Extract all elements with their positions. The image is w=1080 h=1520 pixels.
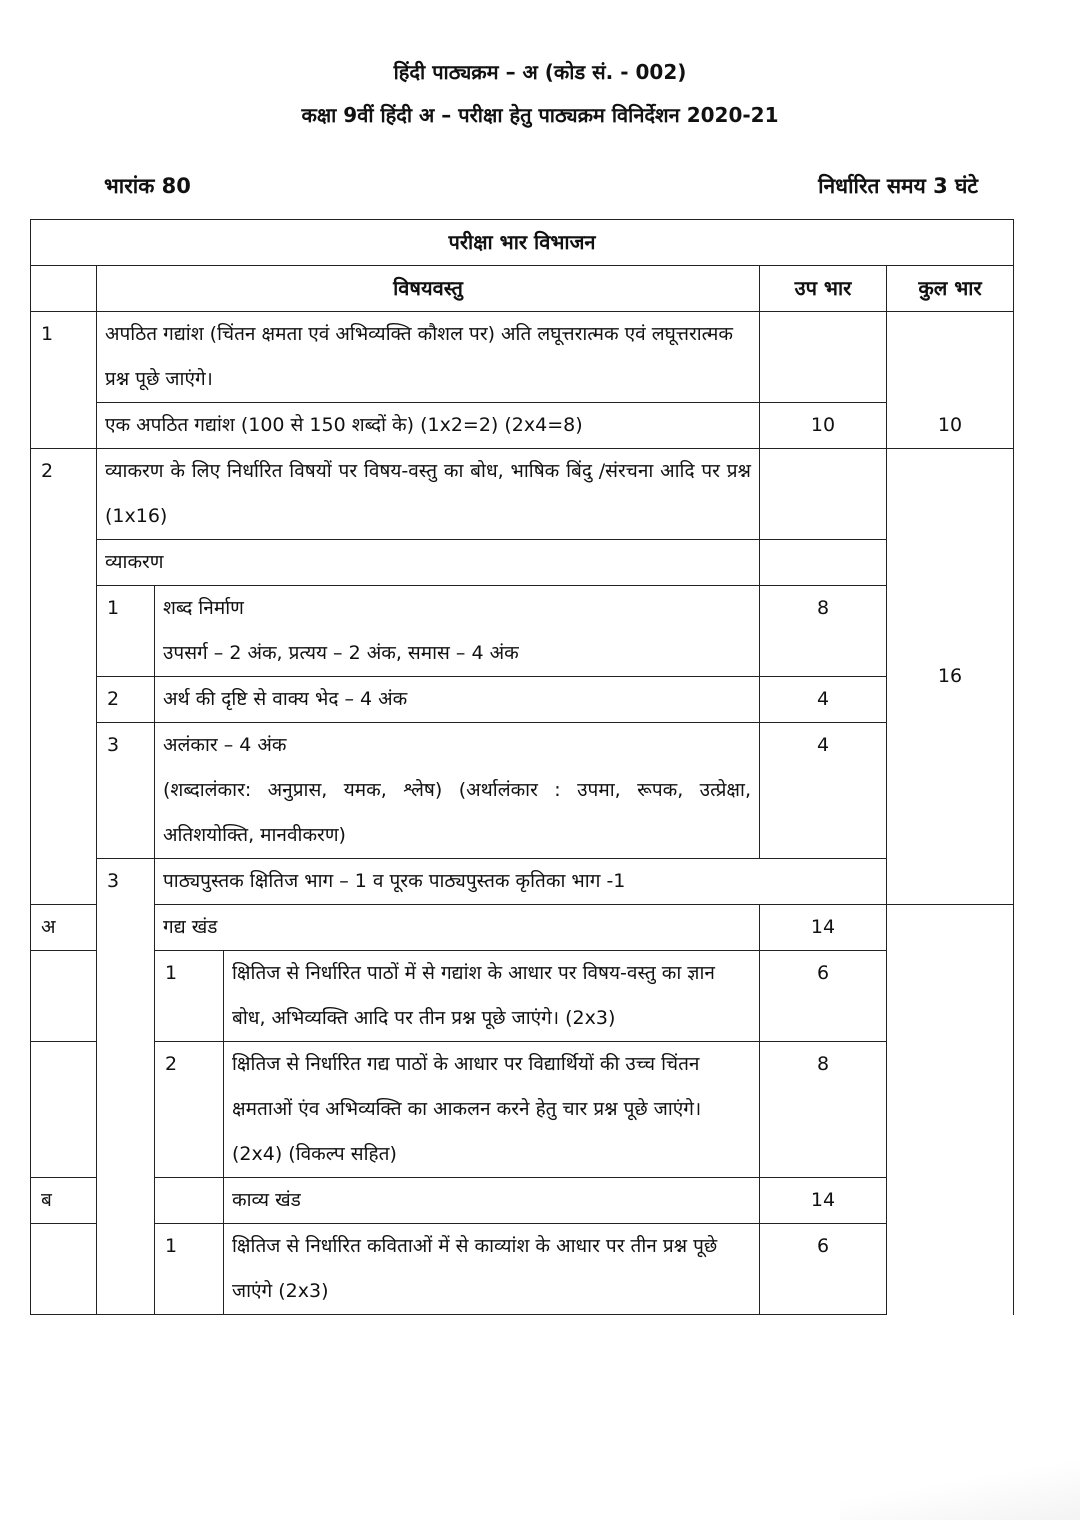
section-1-sub-marks: 10 <box>760 403 887 449</box>
section-2-blank <box>760 449 887 540</box>
column-header-content: विषयवस्तु <box>97 266 760 312</box>
section-2-total: 16 <box>887 449 1014 905</box>
grammar-item-2-marks: 4 <box>760 677 887 723</box>
section-3-description: पाठ्यपुस्तक क्षितिज भाग – 1 व पूरक पाठ्यपुस्तक कृतिका भाग -1 <box>155 859 887 905</box>
grammar-item-2-title: अर्थ की दृष्टि से वाक्य भेद – 4 अंक <box>155 677 760 723</box>
poetry-item-1-blank <box>31 1224 97 1315</box>
prose-item-2-text: क्षितिज से निर्धारित गद्य पाठों के आधार पर विद्यार्थियों की उच्च चिंतन क्षमताओं एंव अभिव्यक्ति का आकलन करने हेतु चार प्रश्न पूछे जाएंगे। (2x4) (विकल्प सहित) <box>224 1042 760 1178</box>
prose-item-2-number: 2 <box>155 1042 224 1178</box>
section-1-description: अपठित गद्यांश (चिंतन क्षमता एवं अभिव्यक्ति कौशल पर) अति लघूत्तरात्मक एवं लघूत्तरात्मक प्रश्न पूछे जाएंगे। <box>97 312 760 403</box>
grammar-item-1-number: 1 <box>97 586 155 677</box>
max-marks: भारांक 80 <box>104 174 191 198</box>
section-1-number: 1 <box>31 312 97 449</box>
subsection-b-blank <box>155 1178 224 1224</box>
grammar-item-1 <box>155 586 760 677</box>
table-caption: परीक्षा भार विभाजन <box>31 220 1014 266</box>
grammar-item-1-marks: 8 <box>760 586 887 677</box>
prose-item-1-marks: 6 <box>760 951 887 1042</box>
section-3-number: 3 <box>97 859 155 1315</box>
section-1-blank <box>760 312 887 403</box>
syllabus-title: हिंदी पाठ्यक्रम – अ (कोड सं. - 002) <box>393 60 687 84</box>
grammar-item-3-detail: (शब्दालंकार: अनुप्रास, यमक, श्लेष) (अर्थालंकार : उपमा, रूपक, उत्प्रेक्षा, अतिशयोक्ति, मानवीकरण) <box>163 779 751 846</box>
column-header-total-marks: कुल भार <box>887 266 1014 312</box>
header-blank-cell <box>31 266 97 312</box>
poetry-item-1-marks: 6 <box>760 1224 887 1315</box>
section-1-total: 10 <box>887 312 1014 449</box>
grammar-item-2-number: 2 <box>97 677 155 723</box>
prose-item-1-text: क्षितिज से निर्धारित पाठों में से गद्यांश के आधार पर विषय-वस्तु का ज्ञान बोध, अभिव्यक्ति आदि पर तीन प्रश्न पूछे जाएंगे। (2x3) <box>224 951 760 1042</box>
prose-item-2-blank <box>31 1042 97 1178</box>
grammar-item-1-title: शब्द निर्माण <box>163 597 244 619</box>
grammar-item-3-title: अलंकार – 4 अंक <box>163 734 287 756</box>
subsection-b-marks: 14 <box>760 1178 887 1224</box>
prose-item-1-number: 1 <box>155 951 224 1042</box>
grammar-item-1-detail: उपसर्ग – 2 अंक, प्रत्यय – 2 अंक, समास – 4 अंक <box>163 642 519 664</box>
section-2-heading-blank <box>760 540 887 586</box>
grammar-item-3-marks: 4 <box>760 723 887 859</box>
subsection-a-marks: 14 <box>760 905 887 951</box>
prose-item-1-blank <box>31 951 97 1042</box>
section-2-heading: व्याकरण <box>97 540 760 586</box>
syllabus-subtitle: कक्षा 9वीं हिंदी अ – परीक्षा हेतु पाठ्यक्रम विनिर्देशन 2020-21 <box>301 103 779 127</box>
prose-item-2-marks: 8 <box>760 1042 887 1178</box>
column-header-sub-marks: उप भार <box>760 266 887 312</box>
subsection-b-label: ब <box>31 1178 97 1224</box>
grammar-item-3 <box>155 723 760 859</box>
exam-weightage-table <box>30 219 1014 1315</box>
subsection-a-label: अ <box>31 905 97 951</box>
grammar-item-3-number: 3 <box>97 723 155 859</box>
subsection-a-title: गद्य खंड <box>155 905 760 951</box>
poetry-item-1-text: क्षितिज से निर्धारित कविताओं में से काव्यांश के आधार पर तीन प्रश्न पूछे जाएंगे (2x3) <box>224 1224 760 1315</box>
section-1-item: एक अपठित गद्यांश (100 से 150 शब्दों के) (1x2=2) (2x4=8) <box>97 403 760 449</box>
time-allowed: निर्धारित समय 3 घंटे <box>818 174 978 198</box>
section-2-number: 2 <box>31 449 97 905</box>
section-2-description: व्याकरण के लिए निर्धारित विषयों पर विषय-वस्तु का बोध, भाषिक बिंदु /संरचना आदि पर प्रश्न (1x16) <box>97 449 760 540</box>
page-corner-shadow <box>840 1460 1080 1520</box>
subsection-b-title: काव्य खंड <box>224 1178 760 1224</box>
poetry-item-1-number: 1 <box>155 1224 224 1315</box>
